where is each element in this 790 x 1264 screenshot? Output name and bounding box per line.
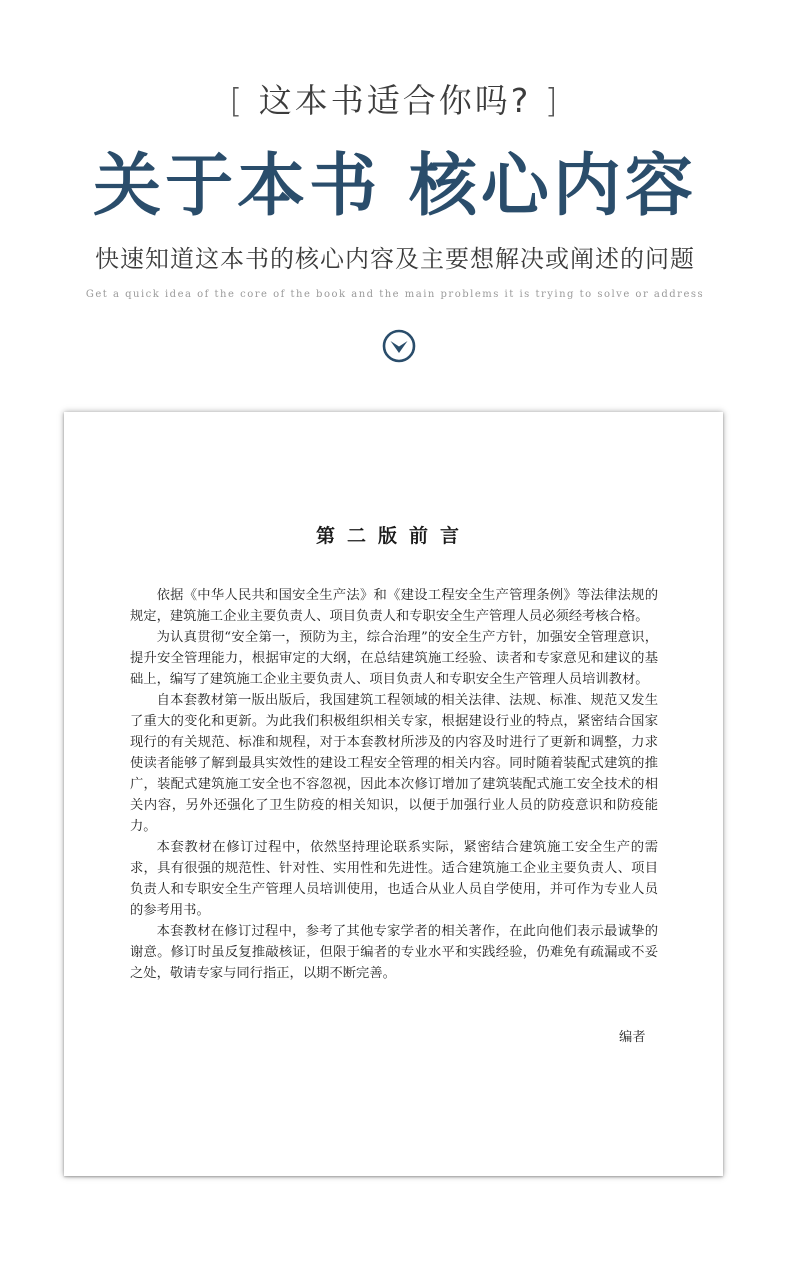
paragraph: 本套教材在修订过程中，依然坚持理论联系实际，紧密结合建筑施工安全生产的需求，具有很强的规范性、针对性、实用性和先进性。适合建筑施工企业主要负责人、项目负责人和专职安全生产管理人员培训使用，也适合从业人员自学使用，并可作为专业人员的参考用书。 — [130, 840, 658, 918]
bracket-open: [ — [229, 81, 246, 120]
book-page — [64, 412, 723, 1176]
bracket-close: ] — [544, 81, 561, 120]
paragraph: 依据《中华人民共和国安全生产法》和《建设工程安全生产管理条例》等法律法规的规定，建筑施工企业主要负责人、项目负责人和专职安全生产管理人员必须经考核合格。 — [130, 588, 658, 624]
paragraph: 自本套教材第一版出版后，我国建筑工程领域的相关法律、法规、标准、规范又发生了重大的变化和更新。为此我们积极组织相关专家，根据建设行业的特点，紧密结合国家现行的有关规范、标准和规程，对于本套教材所涉及的内容及时进行了更新和调整，力求使读者能够了解到最具实效性的建设工程安全管理的相关内容。同时随着装配式建筑的推广，装配式建筑施工安全也不容忽视，因此本次修订增加了建筑装配式施工安全技术的相关内容，另外还强化了卫生防疫的相关知识，以便于加强行业人员的防疫意识和防疫能力。 — [130, 693, 658, 834]
main-title: 关于本书 核心内容 — [93, 146, 697, 226]
page-title: 第二版前言 — [315, 525, 471, 547]
question-heading — [0, 78, 790, 124]
subtitle: 快速知道这本书的核心内容及主要想解决或阐述的问题 — [95, 245, 695, 273]
question-text: 这本书适合你吗? — [258, 81, 532, 120]
chevron-down-circle-icon — [382, 329, 416, 363]
paragraph: 本套教材在修订过程中，参考了其他专家学者的相关著作，在此向他们表示最诚挚的谢意。修订时虽反复推敲核证，但限于编者的专业水平和实践经验，仍难免有疏漏或不妥之处，敬请专家与同行指正，以期不断完善。 — [130, 924, 658, 981]
paragraph: 为认真贯彻“安全第一，预防为主，综合治理”的安全生产方针，加强安全管理意识，提升安全管理能力，根据审定的大纲，在总结建筑施工经验、读者和专家意见和建议的基础上，编写了建筑施工企业主要负责人、项目负责人和专职安全生产管理人员培训教材。 — [130, 630, 658, 687]
subtitle-english: Get a quick idea of the core of the book and the main problems it is trying to solve or address — [85, 289, 705, 300]
header-section — [0, 0, 790, 400]
page-body — [130, 585, 658, 984]
signature: 编者 — [619, 1030, 646, 1045]
